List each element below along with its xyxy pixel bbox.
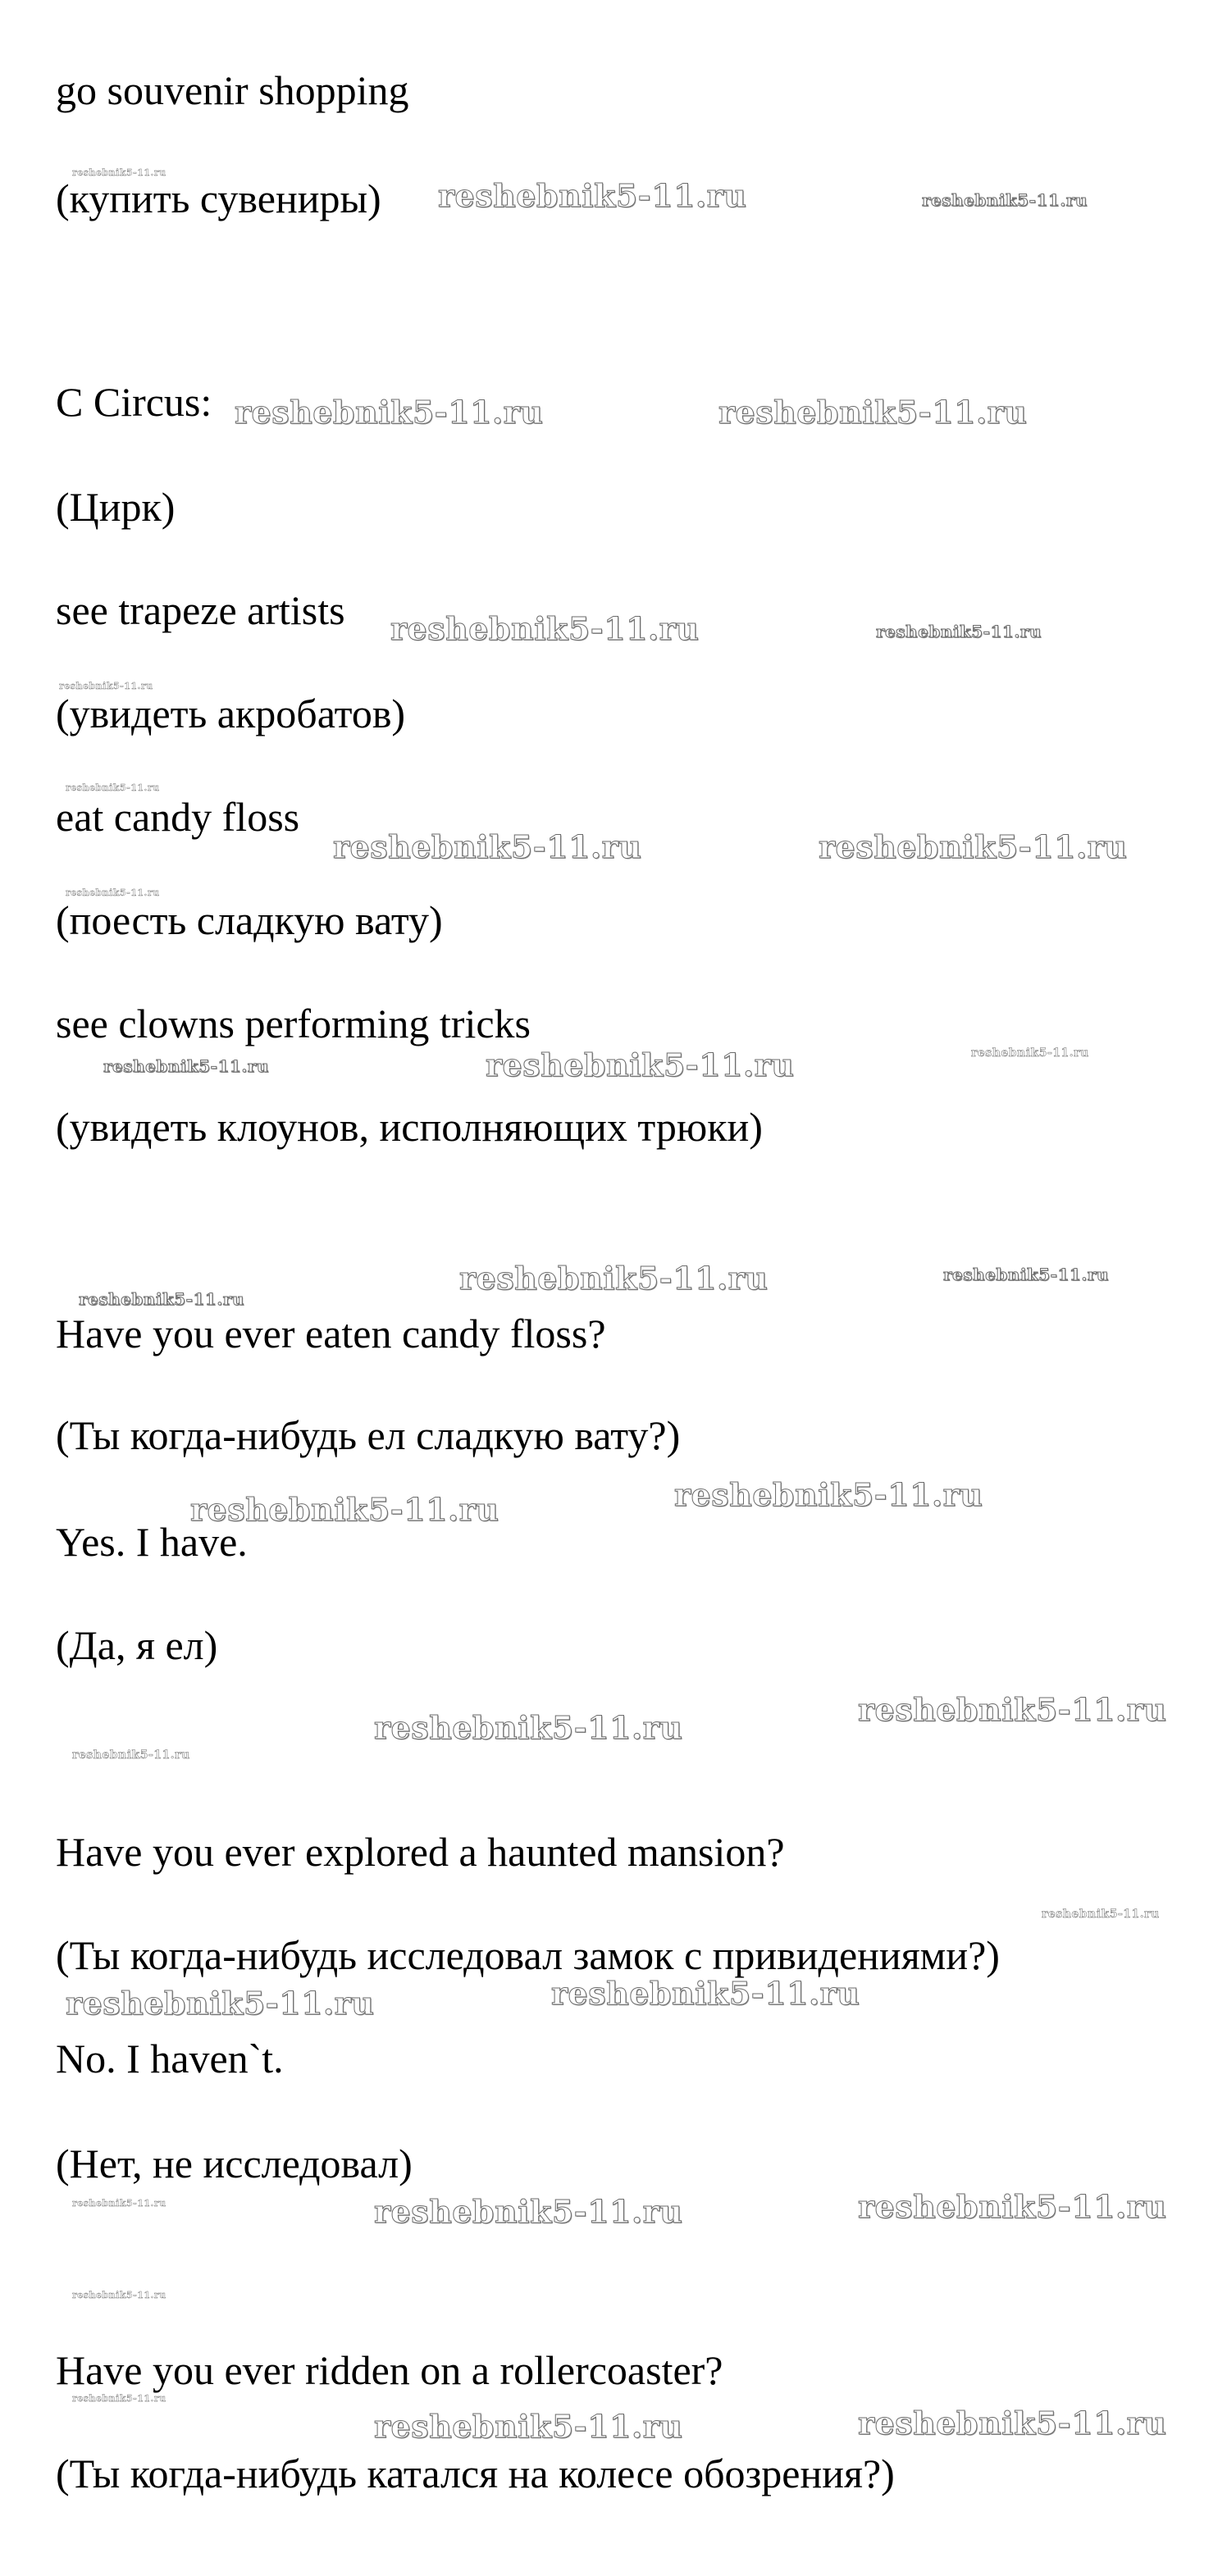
text-line: (Ты когда-нибудь катался на колесе обозрения?): [56, 2451, 895, 2496]
text-line: see trapeze artists: [56, 587, 345, 633]
text-line: (Да, я ел): [56, 1622, 218, 1668]
watermark: reshebnik5-11.ru: [72, 2393, 166, 2404]
text-line: (Нет, не исследовал): [56, 2141, 413, 2186]
watermark: reshebnik5-11.ru: [374, 1709, 683, 1746]
text-line: eat candy floss: [56, 794, 300, 840]
watermark: reshebnik5-11.ru: [72, 2290, 166, 2300]
text-line: (Ты когда-нибудь ел сладкую вату?): [56, 1412, 681, 1458]
text-line: Have you ever eaten candy floss?: [56, 1311, 606, 1356]
text-line: go souvenir shopping: [56, 67, 409, 113]
watermark: reshebnik5-11.ru: [390, 610, 700, 647]
watermark: reshebnik5-11.ru: [72, 167, 166, 178]
watermark: reshebnik5-11.ru: [72, 2198, 166, 2209]
watermark: reshebnik5-11.ru: [66, 782, 160, 793]
watermark: reshebnik5-11.ru: [551, 1975, 860, 2012]
watermark: reshebnik5-11.ru: [943, 1265, 1109, 1284]
watermark: reshebnik5-11.ru: [235, 394, 544, 431]
text-line: No. I haven`t.: [56, 2036, 284, 2081]
watermark: reshebnik5-11.ru: [718, 394, 1028, 431]
watermark: reshebnik5-11.ru: [59, 681, 153, 691]
watermark: reshebnik5-11.ru: [72, 1748, 190, 1762]
watermark: reshebnik5-11.ru: [876, 622, 1042, 641]
text-line: see clowns performing tricks: [56, 1001, 531, 1046]
watermark: reshebnik5-11.ru: [333, 828, 642, 865]
watermark: reshebnik5-11.ru: [971, 1046, 1089, 1060]
watermark: reshebnik5-11.ru: [79, 1289, 244, 1309]
watermark: reshebnik5-11.ru: [103, 1056, 269, 1076]
watermark: reshebnik5-11.ru: [486, 1046, 795, 1083]
text-line: (Ты когда-нибудь исследовал замок с привидениями?): [56, 1932, 1000, 1978]
watermark: reshebnik5-11.ru: [66, 1985, 375, 2022]
text-line: Yes. I have.: [56, 1519, 248, 1565]
watermark: reshebnik5-11.ru: [674, 1476, 983, 1513]
text-line: Have you ever explored a haunted mansion?: [56, 1829, 785, 1875]
text-line: (увидеть акробатов): [56, 691, 406, 736]
watermark: reshebnik5-11.ru: [374, 2408, 683, 2445]
text-line: (увидеть клоунов, исполняющих трюки): [56, 1104, 763, 1150]
watermark: reshebnik5-11.ru: [858, 2188, 1167, 2225]
watermark: reshebnik5-11.ru: [1042, 1908, 1160, 1921]
text-line: (поесть сладкую вату): [56, 897, 443, 943]
watermark: reshebnik5-11.ru: [819, 828, 1128, 865]
watermark: reshebnik5-11.ru: [66, 887, 160, 898]
watermark: reshebnik5-11.ru: [374, 2193, 683, 2230]
text-line: (купить сувениры): [56, 176, 381, 221]
watermark: reshebnik5-11.ru: [459, 1260, 769, 1297]
watermark: reshebnik5-11.ru: [858, 1691, 1167, 1728]
watermark: reshebnik5-11.ru: [922, 190, 1088, 210]
text-line: (Цирк): [56, 484, 176, 530]
watermark: reshebnik5-11.ru: [858, 2405, 1167, 2442]
text-line: C Circus:: [56, 379, 212, 425]
watermark: reshebnik5-11.ru: [438, 177, 747, 214]
watermark: reshebnik5-11.ru: [190, 1491, 499, 1528]
text-line: Have you ever ridden on a rollercoaster?: [56, 2347, 723, 2393]
